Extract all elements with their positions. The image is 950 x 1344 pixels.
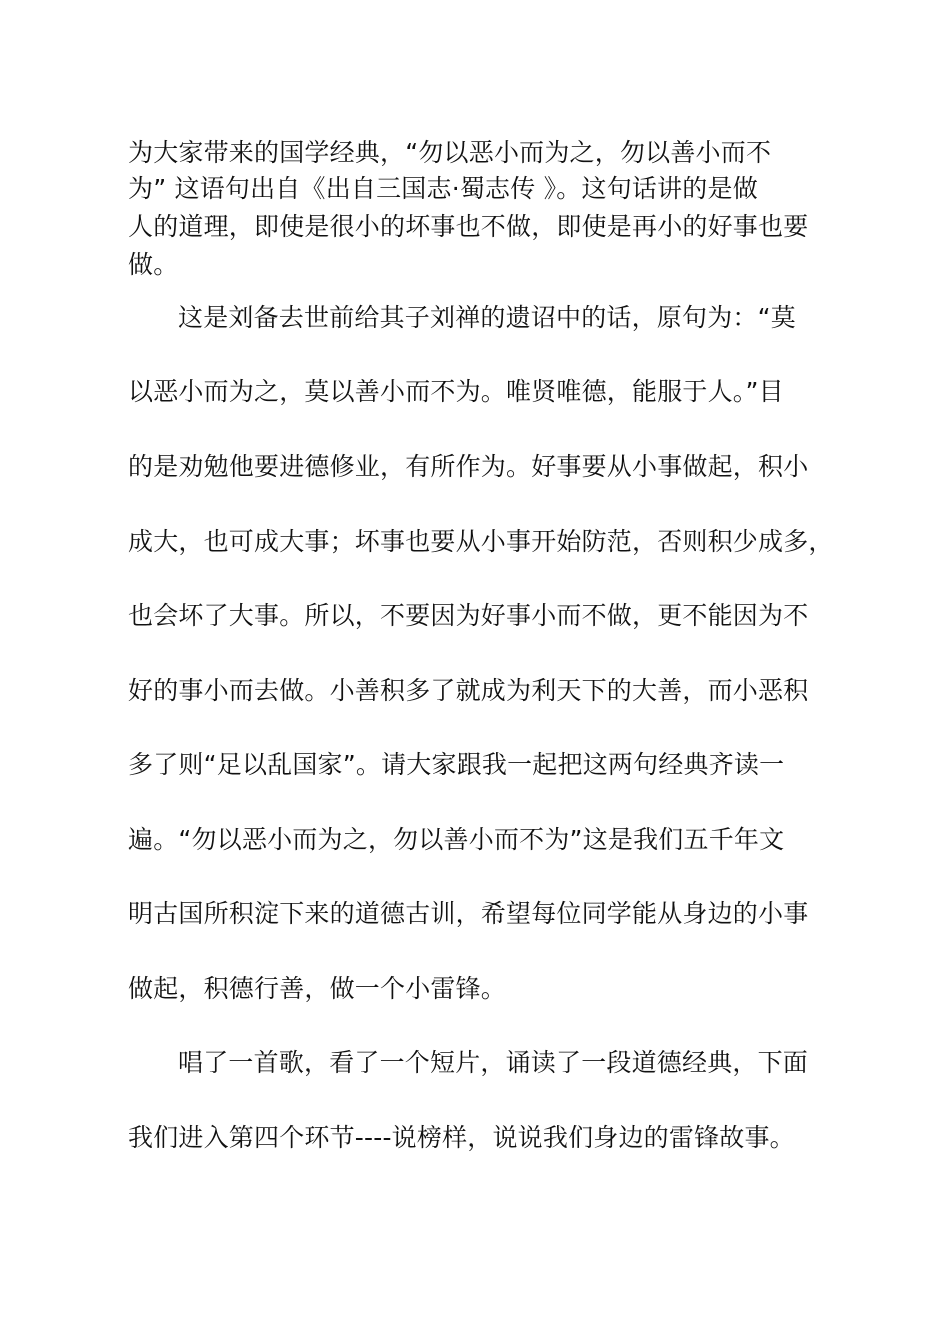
paragraph-2-line-10: 做起，积德行善，做一个小雷锋。 (128, 974, 507, 1003)
paragraph-2-line-2: 以恶小而为之，莫以善小而不为。唯贤唯德，能服于人。”目 (128, 377, 784, 406)
paragraph-2-line-6: 好的事小而去做。小善积多了就成为利天下的大善，而小恶积 (128, 676, 809, 705)
paragraph-2-line-3: 的是劝勉他要进德修业，有所作为。好事要从小事做起，积小 (128, 452, 809, 481)
paragraph-1-line-2: 为” 这语句出自《出自三国志·蜀志传 》。这句话讲的是做 (128, 174, 758, 203)
paragraph-1-line-3: 人的道理，即使是很小的坏事也不做，即使是再小的好事也要 (128, 212, 809, 241)
paragraph-2-line-1: 这是刘备去世前给其子刘禅的遗诏中的话，原句为：“莫 (178, 303, 796, 332)
paragraph-2-line-9: 明古国所积淀下来的道德古训，希望每位同学能从身边的小事 (128, 899, 809, 928)
paragraph-3-line-1: 唱了一首歌，看了一个短片，诵读了一段道德经典，下面 (178, 1048, 809, 1077)
paragraph-1-line-1: 为大家带来的国学经典，“勿以恶小而为之，勿以善小而不 (128, 138, 772, 167)
paragraph-2-line-8: 遍。“勿以恶小而为之，勿以善小而不为”这是我们五千年文 (128, 825, 785, 854)
paragraph-2-line-5: 也会坏了大事。所以，不要因为好事小而不做，更不能因为不 (128, 601, 809, 630)
paragraph-2-line-7: 多了则“足以乱国家”。请大家跟我一起把这两句经典齐读一 (128, 750, 785, 779)
paragraph-2-line-4: 成大，也可成大事；坏事也要从小事开始防范，否则积少成多， (128, 527, 834, 556)
paragraph-1-line-4: 做。 (128, 250, 179, 279)
paragraph-3-line-2: 我们进入第四个环节----说榜样，说说我们身边的雷锋故事。 (128, 1123, 795, 1152)
